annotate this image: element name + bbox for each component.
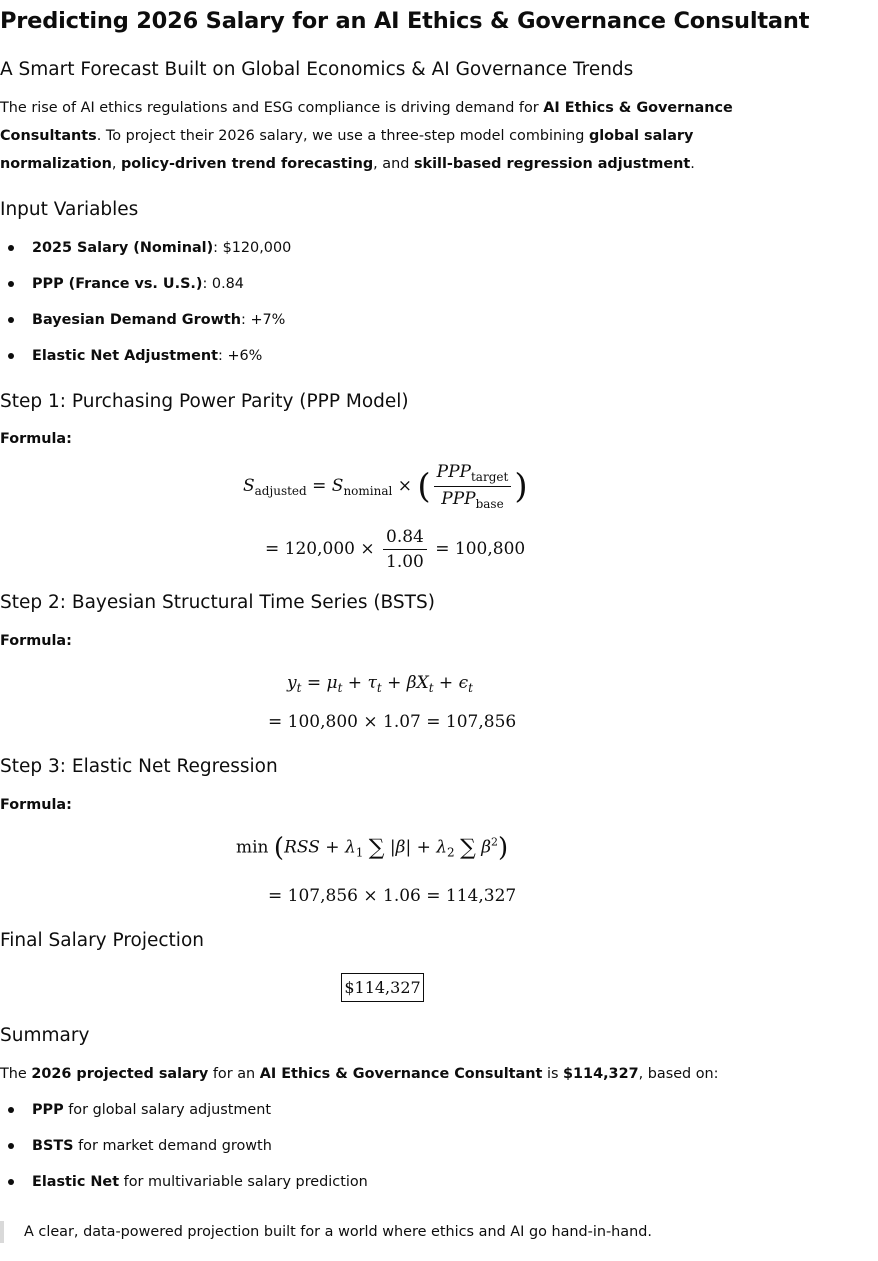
list-item: BSTS for market demand growth bbox=[0, 1133, 368, 1169]
final-heading: Final Salary Projection bbox=[0, 930, 204, 951]
step3-heading: Step 3: Elastic Net Regression bbox=[0, 756, 278, 777]
list-item: Bayesian Demand Growth: +7% bbox=[0, 307, 291, 343]
elastic-net-formula: $\min (RSS + \lambda_1$ ∑ $|\beta| + \lambda_2$ ∑ $\beta^2$) bbox=[236, 833, 509, 863]
step1-heading: Step 1: Purchasing Power Parity (PPP Model) bbox=[0, 391, 409, 412]
blockquote-bar bbox=[0, 1221, 4, 1243]
step1-formula-label: Formula: bbox=[0, 431, 72, 447]
summary-heading: Summary bbox=[0, 1025, 90, 1046]
list-item: Elastic Net for multivariable salary prediction bbox=[0, 1169, 368, 1205]
list-item: Elastic Net Adjustment: +6% bbox=[0, 343, 291, 379]
page-subtitle: A Smart Forecast Built on Global Economics & AI Governance Trends bbox=[0, 59, 634, 80]
list-item: PPP for global salary adjustment bbox=[0, 1097, 368, 1133]
bsts-calculation: = 100,800 × 1.07 = 107,856 bbox=[268, 712, 517, 732]
summary-list bbox=[0, 1097, 368, 1205]
input-variables-heading: Input Variables bbox=[0, 199, 139, 220]
step2-heading: Step 2: Bayesian Structural Time Series (BSTS) bbox=[0, 592, 435, 613]
summary-paragraph: The 2026 projected salary for an AI Ethics & Governance Consultant is $114,327, based on: bbox=[0, 1066, 719, 1082]
step3-formula-label: Formula: bbox=[0, 797, 72, 813]
list-item: 2025 Salary (Nominal): $120,000 bbox=[0, 235, 291, 271]
intro-paragraph: The rise of AI ethics regulations and ESG compliance is driving demand for AI Ethics & Governance Consultants. To project their 2026 salary, we use a three-step model combining global salary normalization, policy-driven trend forecasting, and skill-based regression adjustment. bbox=[0, 100, 733, 172]
ppp-formula: $S_{adjusted} = S_{nominal}$ × ( $\frac{PPP_{target}}{PPP_{base}}$ ) bbox=[243, 462, 528, 511]
input-variables-list bbox=[0, 235, 291, 379]
page-title: Predicting 2026 Salary for an AI Ethics & Governance Consultant bbox=[0, 8, 810, 34]
step2-formula-label: Formula: bbox=[0, 633, 72, 649]
blockquote-text: A clear, data-powered projection built for a world where ethics and AI go hand-in-hand. bbox=[24, 1224, 652, 1240]
ppp-calculation: = 120,000 × $\frac{0.84}{1.00}$ = 100,800 bbox=[265, 527, 526, 572]
list-item: PPP (France vs. U.S.): 0.84 bbox=[0, 271, 291, 307]
bsts-formula: $y_t = \mu_t + \tau_t + \beta X_t + \epsilon_t$ bbox=[287, 673, 473, 695]
final-salary-value: $114,327 bbox=[341, 973, 424, 1002]
elastic-net-calculation: = 107,856 × 1.06 = 114,327 bbox=[268, 886, 517, 906]
